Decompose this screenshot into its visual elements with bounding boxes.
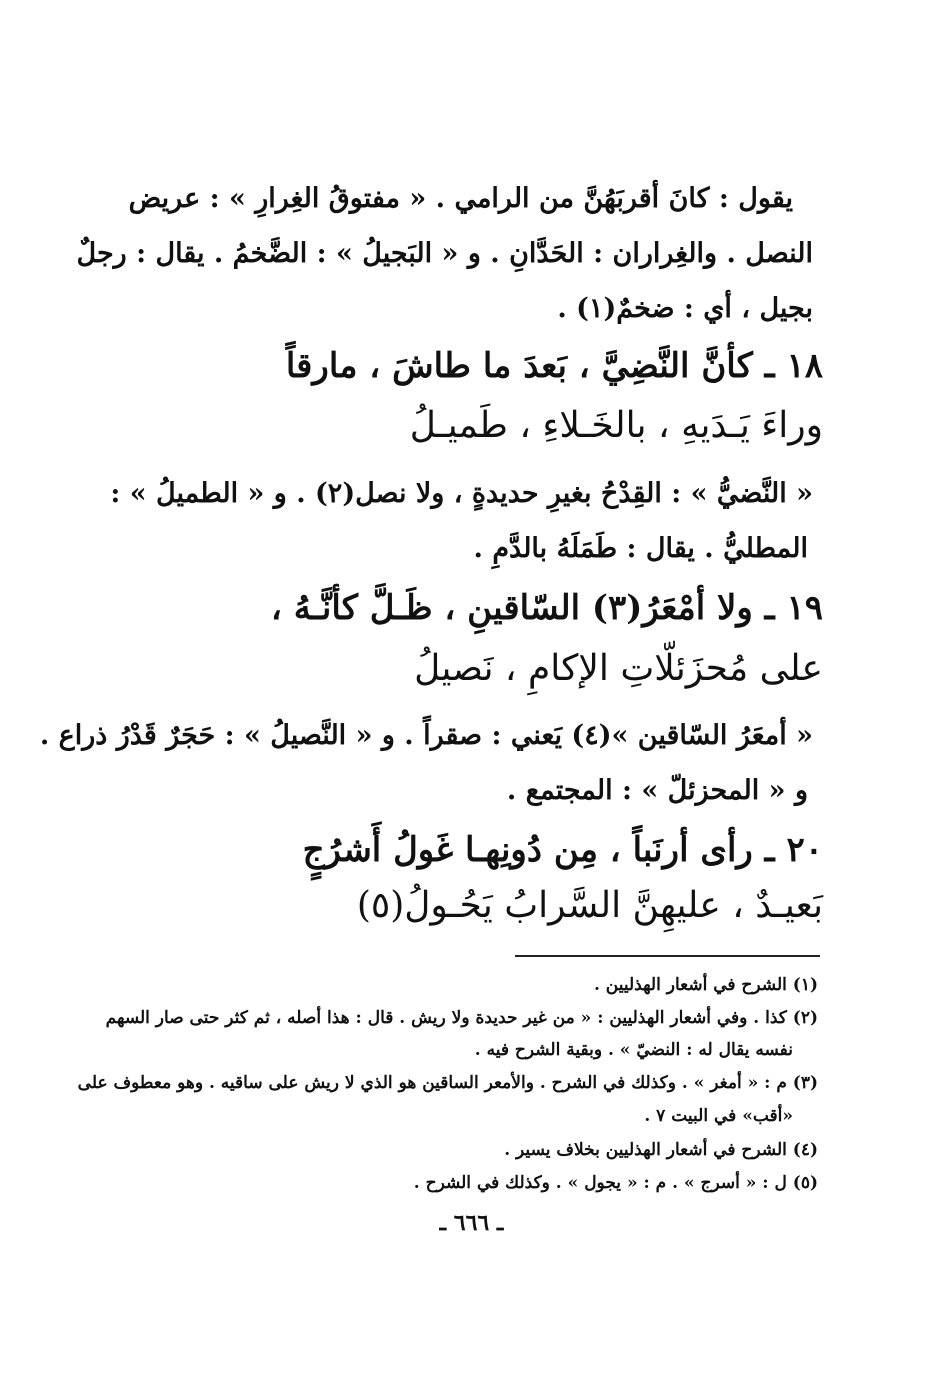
footnote-2: (٢) كذا . وفي أشعار الهذليين : « من غير حديدة ولا ريش . قال : هذا أصله ، ثم كثر حتى صار السهم <box>105 1008 818 1028</box>
commentary-18-line-2: المطليُّ . يقال : طَمَلَهُ بالدَّمِ . <box>473 533 808 564</box>
footnote-3-continued: «أقب» في البيت ٧ . <box>644 1106 793 1126</box>
verse-20-first-hemistich: ٢٠ ـ رأى أرنَباً ، مِن دُونِهـا غَولُ أَشرُجٍ <box>302 830 823 870</box>
commentary-line-1: يقول : كانَ أقربَهُنَّ من الرامي . « مفتوقُ الغِرارِ » : عريض <box>128 183 793 214</box>
page-number: ـ ٦٦٦ ـ <box>439 1210 504 1236</box>
verse-20-second-hemistich: بَعيـدٌ ، عليهِنَّ السَّرابُ يَحُـولُ(٥) <box>356 885 823 926</box>
footnote-5: (٥) ل : « أسرج » . م : « يجول » . وكذلك في الشرح . <box>413 1173 818 1193</box>
commentary-19-line-1: « أمعَرُ السّاقين »(٤) يَعني : صقراً . و « النَّصيلُ » : حَجَرٌ قَدْرُ ذراع . <box>39 720 813 751</box>
footnote-1: (١) الشرح في أشعار الهذليين . <box>593 975 818 995</box>
verse-18-second-hemistich: وراءَ يَـدَيهِ ، بالخَـلاءِ ، طَميـلُ <box>409 405 823 446</box>
verse-19-first-hemistich: ١٩ ـ ولا أمْعَرُ(٣) السّاقينِ ، ظَـلَّ كأنَّـهُ ، <box>270 588 823 628</box>
verse-19-second-hemistich: على مُحزَئلّاتِ الإكامِ ، نَصيلُ <box>414 648 823 689</box>
footnote-3: (٣) م : « أمغر » . وكذلك في الشرح . والأمعر الساقين هو الذي لا ريش على ساقيه . وهو معطوف على <box>77 1073 818 1093</box>
commentary-line-2: النصل . والغِراران : الحَدَّانِ . و « البَجيلُ » : الضَّخمُ . يقال : رجلٌ <box>76 238 813 269</box>
commentary-18-line-1: « النَّضيُّ » : القِدْحُ بغيرِ حديدةٍ ، ولا نصل(٢) . و « الطميلُ » : <box>110 478 813 509</box>
footnote-2-continued: نفسه يقال له : النضيّ » . وبقية الشرح فيه . <box>474 1040 793 1060</box>
commentary-line-3: بجيل ، أي : ضخمٌ(١) . <box>557 293 813 324</box>
commentary-19-line-2: و « المحزئلّ » : المجتمع . <box>506 775 808 806</box>
footnote-divider <box>515 955 820 957</box>
verse-18-first-hemistich: ١٨ ـ كأنَّ النَّضِيَّ ، بَعدَ ما طاشَ ، مارقاً <box>285 346 823 386</box>
footnote-4: (٤) الشرح في أشعار الهذليين بخلاف يسير . <box>504 1140 818 1160</box>
